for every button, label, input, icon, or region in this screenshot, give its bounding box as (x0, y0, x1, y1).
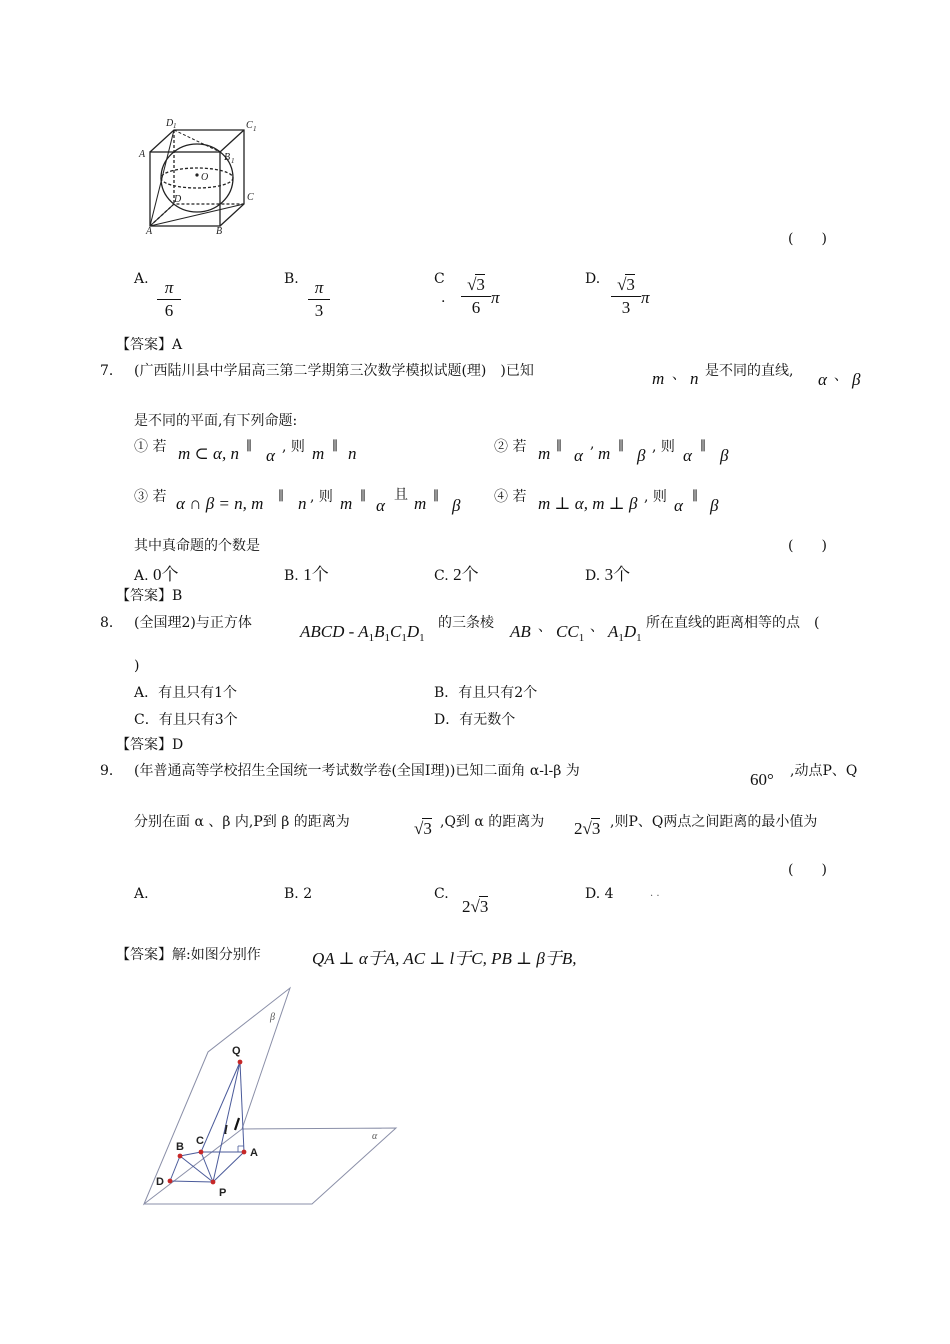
q7-option-a: A. 0个 (134, 565, 179, 584)
svg-text:D: D (174, 194, 182, 205)
q7-prop1-m: m (312, 444, 325, 463)
q7-prop3-label: ③ 若 (134, 489, 167, 505)
q7-prop2-alpha: α (574, 446, 583, 465)
q7-stem-2: 是不同的直线, (705, 363, 794, 379)
q8-option-d: D．有无数个 (434, 712, 516, 728)
q7-prop2-then: , 则 (652, 439, 675, 455)
point-d-label: D (156, 1176, 164, 1188)
point-q-label: Q (232, 1045, 241, 1057)
q7-prop2-m2: m (598, 444, 611, 463)
q6-option-b-label: B. (284, 271, 299, 287)
svg-text:O: O (201, 172, 209, 183)
q9-dist-p: √3 (414, 819, 432, 838)
q7-prop2-beta: β (637, 446, 646, 465)
q7-prop3-beta: β (452, 496, 461, 515)
q9-answer-paren: ( ) (788, 862, 827, 878)
q6-answer: 【答案】A (116, 337, 183, 353)
q7-prop3-m: m (340, 494, 353, 513)
point-p-label: P (219, 1187, 227, 1199)
q8-stem-4: ) (134, 658, 140, 674)
line-l-label: l (224, 1122, 228, 1137)
q8-option-c: C．有且只有3个 (134, 712, 238, 728)
q7-prop1-label: ① 若 (134, 439, 167, 455)
q6-option-d-fraction: √3 3 (611, 274, 641, 318)
q9-stem-4: ,Q到 α 的距离为 (440, 814, 545, 830)
dihedral-figure (140, 984, 402, 1210)
q8-option-b: B．有且只有2个 (434, 685, 538, 701)
q7-number: 7． (100, 363, 123, 379)
q7-m: m (652, 369, 665, 388)
plane-beta-label: β (270, 1012, 275, 1023)
q7-prop4-math: m ⊥ α, m ⊥ β (538, 494, 638, 513)
q7-prop1-n: n (348, 444, 357, 463)
q6-option-c-pi: π (491, 288, 500, 307)
q7-prop2-comma: , (590, 436, 595, 452)
q7-prop4-parallel: ∥ (692, 488, 699, 503)
q6-option-d-label: D. (585, 271, 601, 287)
point-b-label: B (176, 1141, 184, 1153)
svg-text:C: C (247, 192, 254, 203)
q9-option-b: B. 2 (284, 886, 313, 902)
q7-prop4-label: ④ 若 (494, 489, 527, 505)
svg-text:A: A (139, 149, 146, 160)
q7-prop2-beta2: β (720, 446, 729, 465)
q7-prop2-parallel3: ∥ (700, 438, 707, 453)
q9-answer-lead: 【答案】解:如图分别作 (116, 947, 261, 963)
svg-text:B: B (224, 152, 231, 163)
q7-prop2-parallel2: ∥ (618, 438, 625, 453)
q8-cube-name: ABCD - $A_1B_1C_1D_1$ (300, 622, 425, 644)
q9-option-d: D. 4 (585, 886, 614, 902)
q9-stem-3: 分别在面 α 、β 内,P到 β 的距离为 (134, 814, 350, 830)
q8-sep1: 、 (538, 619, 552, 635)
point-a-label: A (250, 1147, 258, 1159)
line-l-marker (235, 1118, 239, 1130)
q9-option-c-value: 2√3 (462, 897, 489, 916)
q7-prop2-alpha2: α (683, 446, 692, 465)
svg-text:1: 1 (253, 125, 257, 133)
q7-prop3-alpha: α (376, 496, 385, 515)
q9-stem-2: ,动点P、Q (790, 763, 858, 779)
q7-stem-1: (广西陆川县中学届高三第二学期第三次数学模拟试题(理) )已知 (134, 363, 534, 379)
q7-prop2-m: m (538, 444, 551, 463)
q8-stem-2: 的三条棱 (438, 615, 494, 631)
svg-text:A: A (146, 226, 153, 236)
q7-beta: β (852, 370, 861, 389)
q7-prop3-parallel: ∥ (278, 488, 285, 503)
segment-pa (213, 1152, 244, 1182)
q6-option-b-fraction: π 3 (308, 278, 330, 321)
segment-qa (240, 1062, 244, 1152)
plane-alpha-label: α (372, 1131, 378, 1142)
svg-text:C: C (246, 120, 253, 131)
q7-option-c: C. 2个 (434, 565, 479, 584)
q7-option-b: B. 1个 (284, 565, 329, 584)
q9-stem-5: ,则P、Q两点之间距离的最小值为 (610, 814, 818, 830)
q9-option-c-label: C. (434, 886, 449, 902)
q8-stem-1: (全国理2)与正方体 (134, 615, 252, 631)
q9-dist-q: 2√3 (574, 819, 601, 838)
q7-prop3-parallel3: ∥ (433, 488, 440, 503)
q7-prop1-math: m ⊂ α, n (178, 444, 239, 463)
q7-alpha: α (818, 370, 827, 389)
q7-prop1-then: , 则 (282, 439, 305, 455)
q9-option-a: A. (134, 886, 149, 902)
svg-text:1: 1 (173, 122, 177, 130)
q7-prop4-then: , 则 (644, 489, 667, 505)
q6-option-a-fraction: π 6 (157, 278, 181, 321)
q9-answer-math: QA ⊥ α于A, AC ⊥ l于C, PB ⊥ β于B, (312, 949, 577, 968)
q8-edge-a1d1: $A_1D_1$ (608, 622, 642, 644)
q7-prop4-beta: β (710, 496, 719, 515)
q8-answer: 【答案】D (116, 737, 184, 753)
q7-answer: 【答案】B (116, 588, 183, 604)
q9-option-d-dots: . . (650, 888, 660, 899)
q7-sep1: 、 (672, 367, 686, 383)
q6-option-c-fraction: √3 6 (461, 274, 491, 318)
q8-sep2: 、 (590, 619, 604, 635)
q8-stem-3: 所在直线的距离相等的点 ( (646, 615, 820, 631)
q7-answer-paren: ( ) (788, 538, 827, 554)
segment-dp (170, 1181, 213, 1182)
q9-stem-1: (年普通高等学校招生全国统一考试数学卷(全国Ⅰ理))已知二面角 α-l-β 为 (134, 763, 580, 779)
q8-number: 8． (100, 615, 123, 631)
q6-answer-paren: ( ) (788, 231, 827, 247)
q7-option-d: D. 3个 (585, 565, 631, 584)
plane-beta (144, 988, 290, 1204)
segment-qc (201, 1062, 240, 1152)
q7-prop2-label: ② 若 (494, 439, 527, 455)
plane-alpha (144, 1128, 396, 1204)
q8-option-a: A．有且只有1个 (134, 685, 238, 701)
cube-label: D (166, 118, 174, 129)
cube-sphere-figure (134, 112, 264, 236)
q7-prop1-alpha: α (266, 446, 275, 465)
q6-option-c-dot: . (441, 290, 446, 306)
point-c-label: C (196, 1135, 204, 1147)
q9-number: 9． (100, 763, 123, 779)
svg-text:1: 1 (231, 157, 235, 165)
q7-prop3-and: 且 (394, 487, 408, 503)
svg-text:B: B (216, 226, 223, 236)
q8-edge-cc1: $CC_1$ (556, 622, 585, 644)
q7-prop2-parallel: ∥ (556, 438, 563, 453)
q7-prop1-parallel: ∥ (246, 438, 253, 453)
q7-n: n (690, 369, 699, 388)
q7-prop3-parallel2: ∥ (360, 488, 367, 503)
q7-prop4-alpha: α (674, 496, 683, 515)
q8-edge-ab: AB (510, 622, 531, 641)
q7-stem-3: 是不同的平面,有下列命题: (134, 413, 298, 429)
q6-option-a-label: A. (134, 271, 149, 287)
q6-option-c-label: C (434, 271, 445, 287)
q7-prop3-n: n (298, 494, 307, 513)
q6-option-d-pi: π (641, 288, 650, 307)
q7-prop3-m2: m (414, 494, 427, 513)
q7-prop3-then: , 则 (310, 489, 333, 505)
q7-prop3-math: α ∩ β = n, m (176, 494, 264, 513)
q7-prop1-parallel2: ∥ (332, 438, 339, 453)
q7-stem-4: 其中真命题的个数是 (134, 538, 260, 554)
q7-sep2: 、 (834, 368, 848, 384)
q9-angle: 60° (750, 770, 774, 789)
